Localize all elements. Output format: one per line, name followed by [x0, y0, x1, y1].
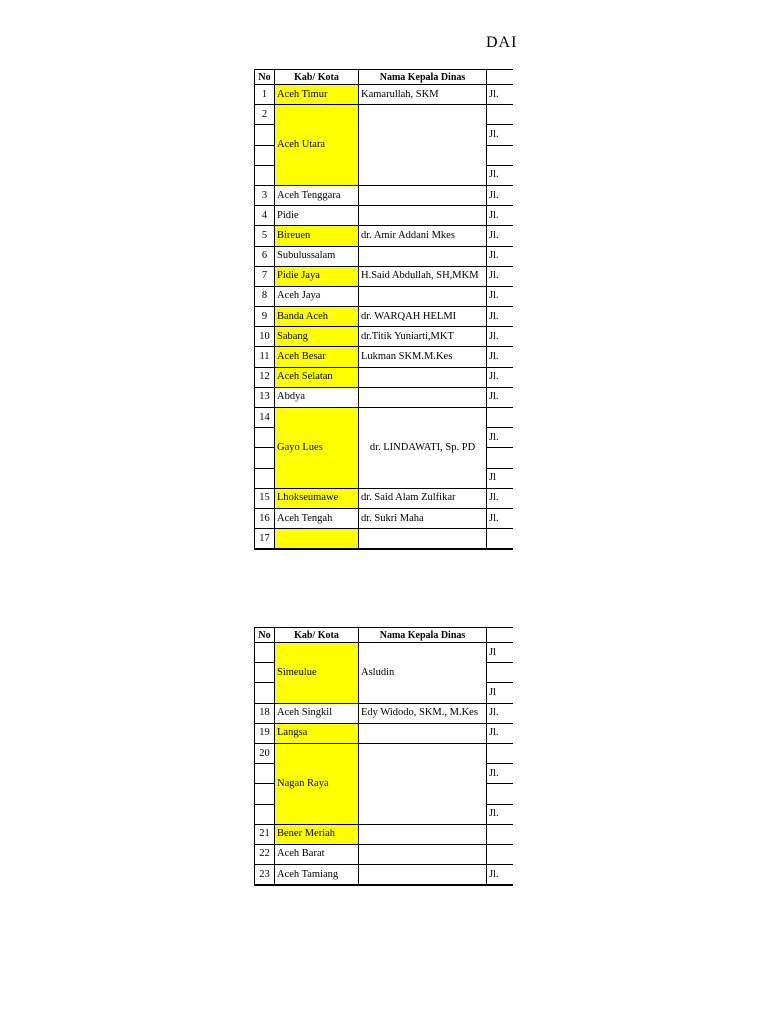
kepala-dinas-cell — [359, 387, 487, 407]
kab-kota-cell: Nagan Raya — [275, 743, 359, 824]
kepala-dinas-cell — [359, 367, 487, 387]
table-row — [255, 643, 514, 663]
address-cell: Jl. — [487, 125, 514, 145]
address-cell: Jl. — [487, 246, 514, 266]
kepala-dinas-cell — [359, 206, 487, 226]
kab-kota-cell: Abdya — [275, 387, 359, 407]
address-cell — [487, 784, 514, 804]
kab-kota-cell: Aceh Utara — [275, 105, 359, 186]
table-2 — [254, 627, 513, 886]
address-cell: Jl. — [487, 367, 514, 387]
row-number — [255, 428, 275, 448]
kepala-dinas-cell — [359, 286, 487, 306]
row-number — [255, 683, 275, 703]
row-number — [255, 145, 275, 165]
address-cell: Jl. — [487, 226, 514, 246]
table-row — [255, 307, 514, 327]
kab-kota-cell: Aceh Timur — [275, 85, 359, 105]
table-row — [255, 723, 514, 743]
row-number: 9 — [255, 307, 275, 327]
address-cell — [487, 824, 514, 844]
kab-kota-cell: Sabang — [275, 327, 359, 347]
table-row — [255, 266, 514, 286]
kepala-dinas-cell — [359, 743, 487, 824]
row-number: 16 — [255, 508, 275, 528]
table-header — [255, 628, 514, 643]
row-number — [255, 663, 275, 683]
address-cell: Jl. — [487, 286, 514, 306]
kab-kota-cell: Langsa — [275, 723, 359, 743]
row-number: 17 — [255, 529, 275, 550]
kab-kota-cell: Aceh Besar — [275, 347, 359, 367]
row-number: 6 — [255, 246, 275, 266]
row-number: 1 — [255, 85, 275, 105]
table-row — [255, 703, 514, 723]
table-row — [255, 347, 514, 367]
kab-kota-cell: Aceh Tamiang — [275, 865, 359, 886]
kab-kota-cell: Aceh Barat — [275, 844, 359, 864]
table-row — [255, 206, 514, 226]
address-cell: Jl. — [487, 387, 514, 407]
row-number: 11 — [255, 347, 275, 367]
table-row — [255, 327, 514, 347]
address-cell: Jl. — [487, 266, 514, 286]
table-1 — [254, 69, 513, 550]
header-kab-kota: Kab/ Kota — [275, 628, 359, 643]
address-cell: Jl. — [487, 347, 514, 367]
kab-kota-cell: Aceh Jaya — [275, 286, 359, 306]
kab-kota-cell: Bireuen — [275, 226, 359, 246]
row-number — [255, 764, 275, 784]
kab-kota-cell: Aceh Singkil — [275, 703, 359, 723]
row-number — [255, 125, 275, 145]
kab-kota-cell: Pidie Jaya — [275, 266, 359, 286]
row-number: 10 — [255, 327, 275, 347]
kepala-dinas-cell — [359, 246, 487, 266]
header-kab-kota: Kab/ Kota — [275, 70, 359, 85]
address-cell: Jl. — [487, 488, 514, 508]
table-row — [255, 105, 514, 125]
table-row — [255, 367, 514, 387]
address-cell — [487, 743, 514, 763]
address-cell: Jl. — [487, 85, 514, 105]
row-number: 23 — [255, 865, 275, 886]
row-number: 4 — [255, 206, 275, 226]
kepala-dinas-cell: dr. Sukri Maha — [359, 508, 487, 528]
kepala-dinas-cell: Kamarullah, SKM — [359, 85, 487, 105]
district-table-1 — [254, 69, 513, 550]
address-cell — [487, 105, 514, 125]
row-number: 3 — [255, 185, 275, 205]
header-no: No — [255, 70, 275, 85]
address-cell: Jl. — [487, 428, 514, 448]
kepala-dinas-cell — [359, 824, 487, 844]
header-nama-kepala-dinas: Nama Kepala Dinas — [359, 70, 487, 85]
address-cell: Jl — [487, 643, 514, 663]
table-row — [255, 85, 514, 105]
kab-kota-cell: Gayo Lues — [275, 408, 359, 489]
kepala-dinas-cell: dr. Amir Addani Mkes — [359, 226, 487, 246]
address-cell: Jl. — [487, 764, 514, 784]
document-title: DAI — [486, 34, 518, 51]
address-cell — [487, 529, 514, 550]
header-address — [487, 70, 514, 85]
address-cell: Jl. — [487, 327, 514, 347]
address-cell — [487, 408, 514, 428]
address-cell: Jl. — [487, 185, 514, 205]
address-cell — [487, 145, 514, 165]
table-row — [255, 529, 514, 550]
table-row — [255, 185, 514, 205]
row-number: 14 — [255, 408, 275, 428]
row-number — [255, 804, 275, 824]
kepala-dinas-cell: Lukman SKM.M.Kes — [359, 347, 487, 367]
address-cell: Jl. — [487, 508, 514, 528]
table-row — [255, 824, 514, 844]
kab-kota-cell: Aceh Tenggara — [275, 185, 359, 205]
address-cell: Jl. — [487, 165, 514, 185]
row-number: 2 — [255, 105, 275, 125]
kepala-dinas-cell: dr. Said Alam Zulfikar — [359, 488, 487, 508]
header-no: No — [255, 628, 275, 643]
kepala-dinas-cell: Asludin — [359, 643, 487, 704]
kepala-dinas-cell — [359, 529, 487, 550]
kepala-dinas-cell: H.Said Abdullah, SH,MKM — [359, 266, 487, 286]
table-row — [255, 408, 514, 428]
table-row — [255, 286, 514, 306]
row-number: 21 — [255, 824, 275, 844]
kepala-dinas-cell — [359, 865, 487, 886]
row-number: 15 — [255, 488, 275, 508]
address-cell: Jl — [487, 683, 514, 703]
table-row — [255, 844, 514, 864]
table-row — [255, 387, 514, 407]
kepala-dinas-cell: dr.Titik Yuniarti,MKT — [359, 327, 487, 347]
address-cell — [487, 844, 514, 864]
row-number: 20 — [255, 743, 275, 763]
kepala-dinas-cell — [359, 185, 487, 205]
row-number: 5 — [255, 226, 275, 246]
kab-kota-cell: Aceh Selatan — [275, 367, 359, 387]
header-address — [487, 628, 514, 643]
row-number: 13 — [255, 387, 275, 407]
row-number: 7 — [255, 266, 275, 286]
kepala-dinas-cell — [359, 105, 487, 186]
row-number — [255, 468, 275, 488]
kab-kota-cell: Banda Aceh — [275, 307, 359, 327]
table-header — [255, 70, 514, 85]
row-number — [255, 643, 275, 663]
table-row — [255, 226, 514, 246]
table-row — [255, 246, 514, 266]
address-cell: Jl. — [487, 865, 514, 886]
row-number — [255, 448, 275, 468]
district-table-2 — [254, 627, 513, 886]
row-number: 18 — [255, 703, 275, 723]
kepala-dinas-cell: Edy Widodo, SKM., M.Kes — [359, 703, 487, 723]
kepala-dinas-cell — [359, 844, 487, 864]
row-number — [255, 784, 275, 804]
kab-kota-cell: Aceh Tengah — [275, 508, 359, 528]
kab-kota-cell: Lhokseumawe — [275, 488, 359, 508]
kepala-dinas-cell: dr. LINDAWATI, Sp. PD — [359, 408, 487, 489]
kepala-dinas-cell: dr. WARQAH HELMI — [359, 307, 487, 327]
table-row — [255, 743, 514, 763]
header-nama-kepala-dinas: Nama Kepala Dinas — [359, 628, 487, 643]
kab-kota-cell: Pidie — [275, 206, 359, 226]
kab-kota-cell — [275, 529, 359, 550]
row-number — [255, 165, 275, 185]
address-cell: Jl. — [487, 206, 514, 226]
address-cell — [487, 448, 514, 468]
address-cell: Jl — [487, 468, 514, 488]
row-number: 12 — [255, 367, 275, 387]
table-row — [255, 865, 514, 886]
row-number: 8 — [255, 286, 275, 306]
address-cell: Jl. — [487, 723, 514, 743]
kepala-dinas-cell — [359, 723, 487, 743]
kab-kota-cell: Subulussalam — [275, 246, 359, 266]
kab-kota-cell: Bener Meriah — [275, 824, 359, 844]
table-row — [255, 488, 514, 508]
address-cell: Jl. — [487, 804, 514, 824]
address-cell: Jl. — [487, 307, 514, 327]
address-cell — [487, 663, 514, 683]
kab-kota-cell: Simeulue — [275, 643, 359, 704]
address-cell: Jl. — [487, 703, 514, 723]
table-row — [255, 508, 514, 528]
row-number: 19 — [255, 723, 275, 743]
row-number: 22 — [255, 844, 275, 864]
